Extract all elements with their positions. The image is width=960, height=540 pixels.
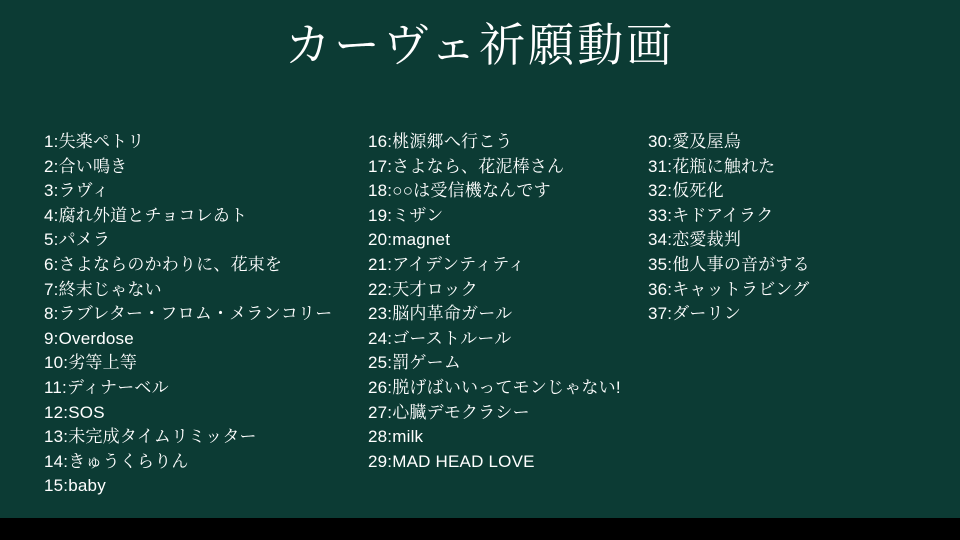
list-item: 25:罰ゲーム <box>368 353 462 373</box>
list-item: 14:きゅうくらりん <box>44 451 189 471</box>
list-item: 2:合い鳴き <box>44 156 128 176</box>
bottom-letterbox-bar <box>0 518 960 540</box>
list-item: 19:ミザン <box>368 205 444 225</box>
list-item: 6:さよならのかわりに、花束を <box>44 254 283 274</box>
list-item: 27:心臓デモクラシー <box>368 402 530 422</box>
list-item: 13:未完成タイムリミッター <box>44 427 257 447</box>
page-title: カーヴェ祈願動画 <box>284 19 676 71</box>
list-item: 12:SOS <box>44 402 105 422</box>
list-item: 22:天才ロック <box>368 279 478 299</box>
list-item: 15:baby <box>44 476 106 496</box>
list-item: 9:Overdose <box>44 328 134 348</box>
list-item: 17:さよなら、花泥棒さん <box>368 156 565 176</box>
list-item: 16:桃源郷へ行こう <box>368 132 513 151</box>
list-item: 11:ディナーベル <box>44 377 169 397</box>
list-item: 4:腐れ外道とチョコレゐト <box>44 205 248 225</box>
song-list-column-1 <box>0 130 333 499</box>
list-item: 34:恋愛裁判 <box>648 230 742 250</box>
list-item: 26:脱げばいいってモンじゃない! <box>368 377 621 397</box>
list-item: 33:キドアイラク <box>648 205 774 225</box>
list-item: 35:他人事の音がする <box>648 254 810 274</box>
song-list-columns <box>0 130 960 499</box>
list-item: 20:magnet <box>368 230 451 250</box>
song-list-column-3 <box>620 130 960 327</box>
list-item: 36:キャットラビング <box>648 279 810 299</box>
list-item: 32:仮死化 <box>648 181 724 201</box>
list-item: 37:ダーリン <box>648 304 742 324</box>
list-item: 30:愛及屋烏 <box>648 132 742 151</box>
list-item: 24:ゴーストルール <box>368 328 512 348</box>
list-item: 1:失楽ペトリ <box>44 132 145 151</box>
list-item: 29:MAD HEAD LOVE <box>368 451 535 471</box>
list-item: 10:劣等上等 <box>44 353 138 373</box>
list-item: 21:アイデンティティ <box>368 254 526 274</box>
list-item: 8:ラブレター・フロム・メランコリー <box>44 304 333 324</box>
list-item: 23:脳内革命ガール <box>368 304 513 324</box>
list-item: 3:ラヴィ <box>44 181 110 201</box>
list-item: 18:○○は受信機なんです <box>368 181 551 201</box>
list-item: 7:終末じゃない <box>44 279 162 299</box>
list-item: 28:milk <box>368 427 424 447</box>
song-list-column-2 <box>330 130 620 474</box>
list-item: 31:花瓶に触れた <box>648 156 776 176</box>
list-item: 5:パメラ <box>44 230 111 250</box>
